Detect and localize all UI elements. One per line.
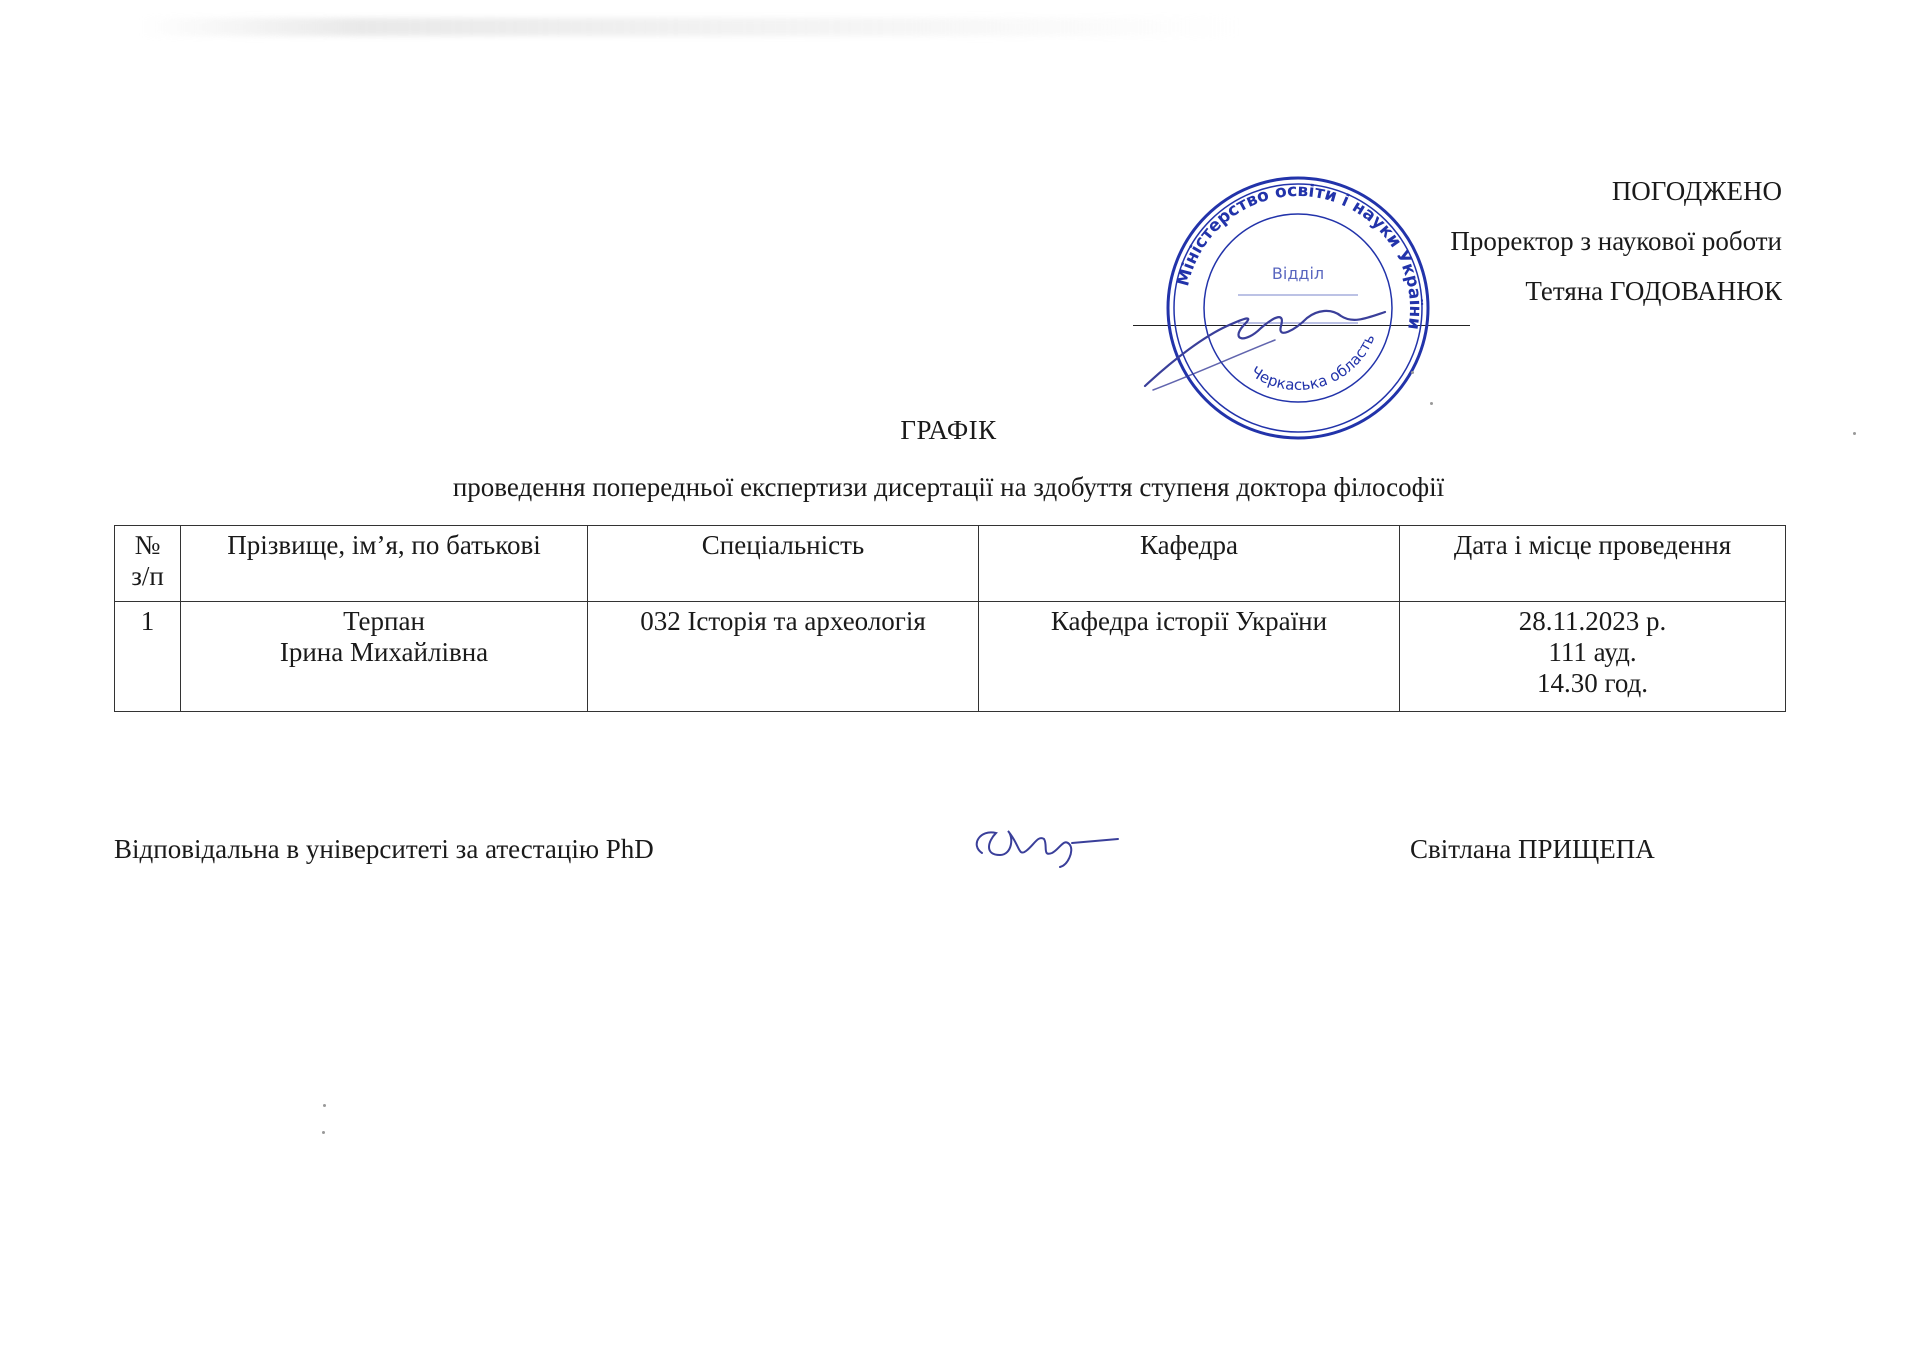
header-number-line1: № <box>134 530 161 560</box>
stamp-inner-text: Черкаська область <box>1247 331 1379 395</box>
scan-speck <box>1853 432 1856 435</box>
approver-position: Проректор з наукової роботи <box>1450 226 1782 256</box>
table-header-row <box>115 526 1786 602</box>
document-subtitle: проведення попередньої експертизи дисертації на здобуття ступеня доктора філософії <box>452 472 1445 502</box>
header-department: Кафедра <box>979 526 1400 602</box>
header-number-line2: з/п <box>131 561 164 591</box>
cell-date-place <box>1400 602 1786 712</box>
responsible-label: Відповідальна в університеті за атестацію PhD <box>114 834 654 864</box>
responsible-name: Світлана ПРИЩЕПА <box>1410 834 1655 864</box>
cell-time: 14.30 год. <box>1536 668 1649 698</box>
cell-name <box>181 602 588 712</box>
cell-specialty: 032 Історія та археологія <box>588 602 979 712</box>
approval-heading: ПОГОДЖЕНО <box>1611 176 1782 206</box>
cell-room: 111 ауд. <box>1548 637 1637 667</box>
scan-speck <box>322 1131 325 1134</box>
responsible-signature <box>960 815 1130 875</box>
header-number <box>115 526 181 602</box>
document-title: ГРАФІК <box>900 415 997 445</box>
scan-speck <box>1411 371 1414 374</box>
header-specialty: Спеціальність <box>588 526 979 602</box>
stamp-center-text: Відділ <box>1271 264 1325 283</box>
approver-signature <box>1135 278 1415 398</box>
header-date-place: Дата і місце проведення <box>1400 526 1786 602</box>
schedule-table <box>114 525 1786 712</box>
cell-department: Кафедра історії України <box>979 602 1400 712</box>
header-name: Прізвище, ім’я, по батькові <box>181 526 588 602</box>
scan-speck <box>323 1104 326 1107</box>
cell-date: 28.11.2023 р. <box>1518 606 1667 636</box>
cell-number: 1 <box>115 602 181 712</box>
cell-given-names: Ірина Михайлівна <box>279 637 489 667</box>
approver-name: Тетяна ГОДОВАНЮК <box>1525 276 1782 306</box>
stamp-outer-text: Міністерство освіти і науки України <box>1173 180 1426 332</box>
scan-speck <box>1430 402 1433 405</box>
scan-artifact <box>140 18 1240 36</box>
cell-surname: Терпан <box>343 606 425 636</box>
table-row <box>115 602 1786 712</box>
